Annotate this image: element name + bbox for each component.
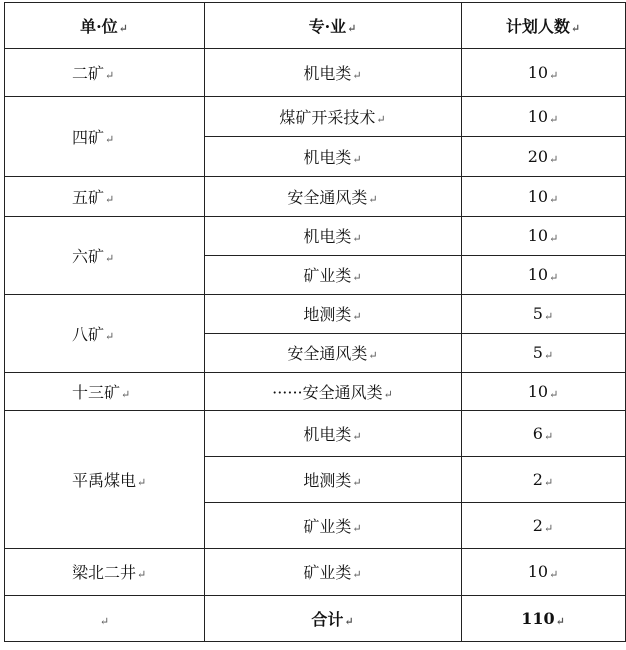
major-cell [204, 410, 461, 456]
header-count [461, 2, 625, 48]
header-unit [4, 2, 204, 48]
major-cell-text: 机电类 [303, 424, 352, 444]
count-cell-text: 10 [527, 265, 549, 284]
unit-cell [4, 294, 204, 372]
header-unit-text: 单·位 [80, 16, 118, 36]
total-unit-cell [4, 595, 204, 642]
unit-cell-text: 梁北二井 [72, 563, 137, 582]
paragraph-mark-icon: ↵ [376, 112, 386, 126]
count-cell-text: 10 [527, 381, 549, 401]
count-cell-text: 5 [532, 343, 543, 362]
paragraph-mark-icon: ↵ [549, 112, 559, 126]
paragraph-mark-icon: ↵ [137, 568, 147, 581]
major-cell-text: 矿业类 [303, 516, 352, 536]
paragraph-mark-icon: ↵ [555, 615, 565, 628]
paragraph-mark-icon: ↵ [549, 68, 559, 82]
count-cell [461, 502, 625, 548]
paragraph-mark-icon: ↵ [549, 152, 559, 166]
major-cell [204, 333, 461, 372]
unit-cell [4, 216, 204, 294]
major-cell [204, 255, 461, 294]
table-rule [4, 2, 5, 642]
count-cell [461, 216, 625, 255]
major-cell-text: 矿业类 [303, 266, 352, 285]
paragraph-mark-icon: ↵ [352, 310, 362, 323]
major-cell-text: 矿业类 [303, 563, 352, 582]
paragraph-mark-icon: ↵ [352, 475, 362, 489]
total-label-text: 合计 [311, 610, 344, 629]
count-cell [461, 294, 625, 333]
paragraph-mark-icon: ↵ [549, 387, 559, 401]
paragraph-mark-icon: ↵ [543, 429, 554, 443]
major-cell [204, 372, 461, 410]
major-cell-text: 安全通风类 [287, 187, 368, 207]
count-cell-text: 2 [532, 469, 543, 489]
count-cell [461, 456, 625, 502]
paragraph-mark-icon: ↵ [549, 568, 559, 581]
major-cell [204, 456, 461, 502]
paragraph-mark-icon: ↵ [549, 192, 559, 206]
unit-cell-text: 十三矿 [72, 382, 121, 402]
count-cell-text: 10 [527, 562, 549, 581]
count-cell [461, 333, 625, 372]
paragraph-mark-icon: ↵ [352, 568, 362, 581]
count-cell-text: 2 [532, 515, 543, 535]
unit-cell-text: 二矿 [72, 63, 105, 83]
paragraph-mark-icon: ↵ [99, 615, 110, 628]
count-cell [461, 372, 625, 410]
major-cell [204, 548, 461, 595]
count-cell [461, 176, 625, 216]
table-rule [4, 641, 626, 642]
count-cell-text: 10 [527, 62, 549, 82]
major-cell-text: 机电类 [303, 63, 352, 83]
major-cell-text: 地测类 [303, 470, 352, 490]
paragraph-mark-icon: ↵ [105, 251, 115, 265]
unit-cell [4, 96, 204, 176]
unit-cell-text: 平禹煤电 [72, 470, 137, 490]
major-cell [204, 176, 461, 216]
count-cell [461, 48, 625, 96]
count-cell-text: 6 [532, 423, 543, 443]
total-label [204, 595, 461, 642]
major-cell-text: 地测类 [303, 305, 352, 324]
major-cell-text: ······安全通风类 [272, 382, 383, 402]
count-cell [461, 96, 625, 136]
plan-table [4, 2, 626, 650]
header-major-text: 专·业 [308, 16, 347, 36]
unit-cell [4, 410, 204, 548]
paragraph-mark-icon: ↵ [543, 349, 554, 362]
major-cell [204, 136, 461, 176]
paragraph-mark-icon: ↵ [121, 387, 131, 401]
unit-cell [4, 48, 204, 96]
paragraph-mark-icon: ↵ [570, 21, 581, 35]
count-cell [461, 136, 625, 176]
paragraph-mark-icon: ↵ [352, 271, 362, 284]
table-rule [461, 2, 462, 642]
paragraph-mark-icon: ↵ [368, 192, 378, 206]
paragraph-mark-icon: ↵ [549, 232, 559, 245]
paragraph-mark-icon: ↵ [347, 21, 357, 35]
paragraph-mark-icon: ↵ [352, 232, 362, 245]
paragraph-mark-icon: ↵ [105, 329, 115, 343]
paragraph-mark-icon: ↵ [543, 475, 554, 489]
count-cell-text: 20 [527, 146, 549, 166]
unit-cell [4, 372, 204, 410]
header-major [204, 2, 461, 48]
count-cell [461, 548, 625, 595]
paragraph-mark-icon: ↵ [352, 152, 362, 166]
count-cell [461, 410, 625, 456]
paragraph-mark-icon: ↵ [368, 349, 378, 362]
total-count [461, 595, 625, 642]
major-cell-text: 安全通风类 [287, 344, 368, 363]
unit-cell-text: 六矿 [72, 246, 105, 266]
count-cell-text: 10 [527, 226, 549, 245]
major-cell [204, 216, 461, 255]
paragraph-mark-icon: ↵ [543, 310, 554, 323]
major-cell-text: 机电类 [303, 227, 352, 246]
paragraph-mark-icon: ↵ [352, 68, 362, 82]
paragraph-mark-icon: ↵ [352, 521, 362, 535]
count-cell-text: 5 [532, 304, 543, 323]
unit-cell [4, 176, 204, 216]
major-cell [204, 96, 461, 136]
major-cell-text: 煤矿开采技术 [279, 107, 376, 127]
paragraph-mark-icon: ↵ [543, 521, 554, 535]
count-cell-text: 10 [527, 106, 549, 126]
paragraph-mark-icon: ↵ [105, 192, 115, 206]
paragraph-mark-icon: ↵ [344, 615, 354, 628]
paragraph-mark-icon: ↵ [383, 387, 393, 401]
paragraph-mark-icon: ↵ [137, 475, 147, 489]
header-count-text: 计划人数 [505, 16, 570, 36]
unit-cell-text: 五矿 [72, 187, 105, 207]
paragraph-mark-icon: ↵ [105, 68, 115, 82]
paragraph-mark-icon: ↵ [549, 271, 559, 284]
unit-cell-text: 四矿 [72, 127, 105, 147]
total-count-text: 110 [521, 609, 555, 628]
count-cell [461, 255, 625, 294]
paragraph-mark-icon: ↵ [105, 132, 115, 146]
major-cell-text: 机电类 [303, 147, 352, 167]
unit-cell [4, 548, 204, 595]
major-cell [204, 502, 461, 548]
unit-cell-text: 八矿 [72, 324, 105, 344]
major-cell [204, 48, 461, 96]
table-rule [204, 2, 205, 642]
paragraph-mark-icon: ↵ [118, 21, 128, 35]
major-cell [204, 294, 461, 333]
count-cell-text: 10 [527, 186, 549, 206]
paragraph-mark-icon: ↵ [352, 429, 362, 443]
